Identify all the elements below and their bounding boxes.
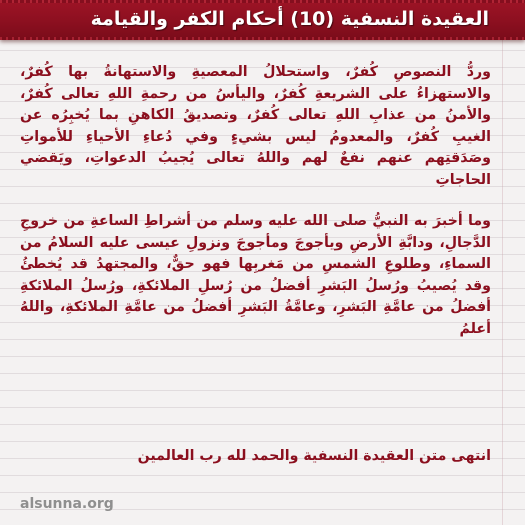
paragraph-1: وردُّ النصوصِ كُفرٌ، واستحلالُ المعصيةِ والاستهانةُ بها كُفرٌ، والاستهزاءُ على الشريعةِ كُفرٌ، واليأسُ من رحمةِ اللهِ تعالى كُفرٌ، والأمنُ من عذابِ اللهِ تعالى كُفرٌ، وتصديقُ الكاهنِ بما يُخبِرُه عن الغيبِ كُفرٌ، والمعدومُ ليس بشيءٍ وفي دُعاءِ الأحياءِ للأمواتِ وصَدَقتِهم عنهم نفعٌ لهم واللهُ تعالى يُجيبُ الدعواتِ، ويَقضي الحاجاتِ — [20, 64, 491, 188]
closing-line: انتهى متن العقيدة النسفية والحمد لله رب العالمين — [137, 448, 491, 464]
site-watermark: alsunna.org — [20, 496, 114, 512]
main-text — [20, 62, 491, 360]
margin-line — [502, 40, 503, 525]
title-banner — [0, 0, 525, 40]
page-title: العقيدة النسفية (10) أحكام الكفر والقيامة — [90, 8, 489, 30]
paragraph-2: وما أخبرَ به النبيُّ صلى الله عليه وسلم من أشراطِ الساعةِ من خروجِ الدَّجالِ، ودابَّةِ الأرضِ ويأجوجَ ومأجوجَ ونزولِ عيسى عليه السلامُ من السماءِ، وطلوعِ الشمسِ من مَغربِها فهو حقٌّ، والمجتهدُ قد يُخطئُ وقد يُصيبُ ورُسلُ البَشرِ أفضلُ من رُسلِ الملائكةِ، ورُسلُ الملائكةِ أفضلُ من عامَّةِ البَشرِ، وعامَّةُ البَشرِ أفضلُ من عامَّةِ الملائكةِ، واللهُ أعلمُ — [20, 213, 491, 337]
